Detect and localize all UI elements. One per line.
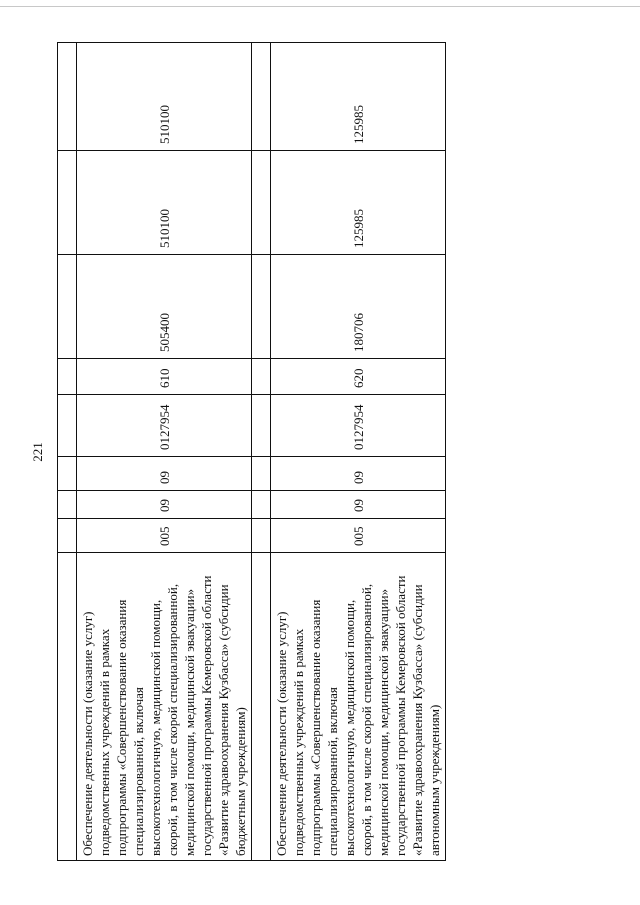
amount-3: 125985 [271,43,446,151]
gap-cell [58,491,77,519]
gap-cell [58,553,77,861]
amount-1: 505400 [77,255,252,359]
gap-cell [252,359,271,395]
ministry-code: 005 [271,519,446,553]
table-gap-row [58,43,77,861]
gap-cell [252,519,271,553]
amount-1: 180706 [271,255,446,359]
gap-cell [58,151,77,255]
ministry-code: 005 [77,519,252,553]
table-row [77,43,252,861]
expense-type-code: 610 [77,359,252,395]
section-code: 09 [77,491,252,519]
gap-cell [252,151,271,255]
table-row [271,43,446,861]
gap-cell [252,395,271,457]
expense-type-code: 620 [271,359,446,395]
gap-cell [252,43,271,151]
target-article-code: 0127954 [77,395,252,457]
amount-2: 125985 [271,151,446,255]
amount-2: 510100 [77,151,252,255]
gap-cell [58,43,77,151]
gap-cell [252,255,271,359]
budget-table-container [57,43,443,861]
gap-cell [58,457,77,491]
row-description: Обеспечение деятельности (оказание услуг) подведомственных учреждений в рамках подпрограммы «Совершенствование оказания специализированной, включая высокотехнологичную, медицинской помощи, скорой, в том числе скорой специализированной, медицинской помощи, медицинской эвакуации» государственной программы Кемеровской области «Развитие здравоохранения Кузбасса» (субсидии автономным учреждениям) [271,553,446,861]
gap-cell [58,395,77,457]
subsection-code: 09 [271,457,446,491]
scan-top-line [0,6,640,7]
gap-cell [252,457,271,491]
gap-cell [252,491,271,519]
row-description: Обеспечение деятельности (оказание услуг) подведомственных учреждений в рамках подпрограммы «Совершенствование оказания специализированной, включая высокотехнологичную, медицинской помощи, скорой, в том числе скорой специализированной, медицинской помощи, медицинской эвакуации» государственной программы Кемеровской области «Развитие здравоохранения Кузбасса» (субсидии бюджетным учреждениям) [77,553,252,861]
target-article-code: 0127954 [271,395,446,457]
amount-3: 510100 [77,43,252,151]
subsection-code: 09 [77,457,252,491]
gap-cell [58,359,77,395]
gap-cell [58,519,77,553]
table-gap-row [252,43,271,861]
section-code: 09 [271,491,446,519]
gap-cell [252,553,271,861]
gap-cell [58,255,77,359]
budget-table [57,42,446,861]
